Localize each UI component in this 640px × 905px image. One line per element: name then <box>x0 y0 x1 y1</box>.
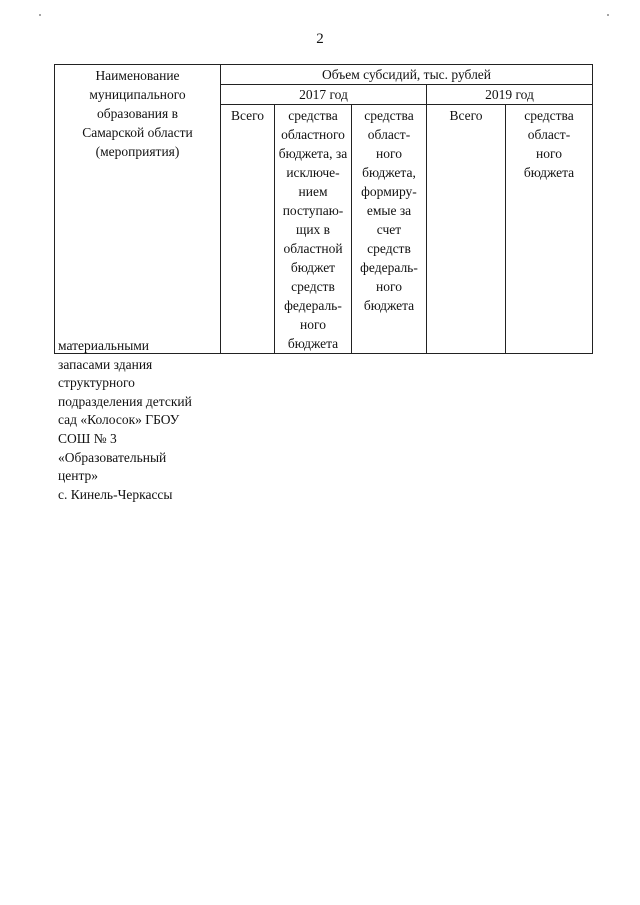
text-line: средства <box>364 108 414 123</box>
text-line: центр» <box>58 468 99 484</box>
col-2017-regional-from-federal-header <box>352 105 427 354</box>
scan-speck <box>607 14 609 16</box>
text-line: запасами здания <box>58 356 153 372</box>
text-line: ного <box>376 279 402 294</box>
text-line: бюджета, за <box>278 146 348 161</box>
text-line: Самарской области <box>82 125 193 140</box>
text-line: областного <box>281 127 345 142</box>
text-line: средств <box>367 241 411 256</box>
text-line: щих в <box>295 222 331 237</box>
subsidy-volume-header: Объем субсидий, тыс. рублей <box>221 65 593 85</box>
text-line: (мероприятия) <box>95 144 180 159</box>
text-line: исключе- <box>286 165 340 180</box>
page-number: 2 <box>316 31 324 47</box>
col-2019-total-header <box>427 105 506 354</box>
col-2017-total-header <box>221 105 275 354</box>
text-line: «Образовательный <box>58 449 167 465</box>
text-line: с. Кинель-Черкассы <box>58 486 173 502</box>
municipality-name-header <box>55 65 221 354</box>
text-line: подразделения детский <box>58 393 192 409</box>
text-line: СОШ № 3 <box>58 430 117 446</box>
subsidy-table <box>54 64 593 354</box>
text-line: формиру- <box>361 184 417 199</box>
text-line: Всего <box>449 108 483 123</box>
text-line: Наименование <box>95 68 180 83</box>
text-line: муниципального <box>89 87 186 102</box>
text-line: област- <box>367 127 411 142</box>
text-line: нием <box>298 184 328 199</box>
text-line: федераль- <box>360 260 418 275</box>
text-line: счет <box>376 222 402 237</box>
text-line: средств <box>291 279 335 294</box>
text-line: ного <box>536 146 562 161</box>
col-2017-regional-excluding-federal-header <box>275 105 352 354</box>
text-line: емые за <box>366 203 412 218</box>
text-line: бюджет <box>290 260 336 275</box>
text-line: образования в <box>97 106 178 121</box>
text-line: област- <box>527 127 571 142</box>
text-line: бюджета <box>287 336 339 351</box>
text-line: средства <box>524 108 574 123</box>
text-line: федераль- <box>284 298 342 313</box>
text-line: средства <box>288 108 338 123</box>
col-2019-regional-header <box>506 105 593 354</box>
text-line: бюджета <box>523 165 575 180</box>
text-line: Всего <box>230 108 265 123</box>
text-line: ного <box>300 317 326 332</box>
text-line: поступаю- <box>282 203 344 218</box>
text-line: сад «Колосок» ГБОУ <box>58 412 180 428</box>
year-2019-header: 2019 год <box>427 85 593 105</box>
text-line: бюджета, <box>362 165 416 180</box>
text-line: структурного <box>58 375 135 391</box>
year-2017-header: 2017 год <box>221 85 427 105</box>
text-line: бюджета <box>363 298 415 313</box>
scan-speck <box>39 14 41 16</box>
continuation-text <box>58 337 228 504</box>
text-line: ного <box>376 146 402 161</box>
text-line: областной <box>283 241 343 256</box>
text-line: материальными <box>58 338 150 353</box>
